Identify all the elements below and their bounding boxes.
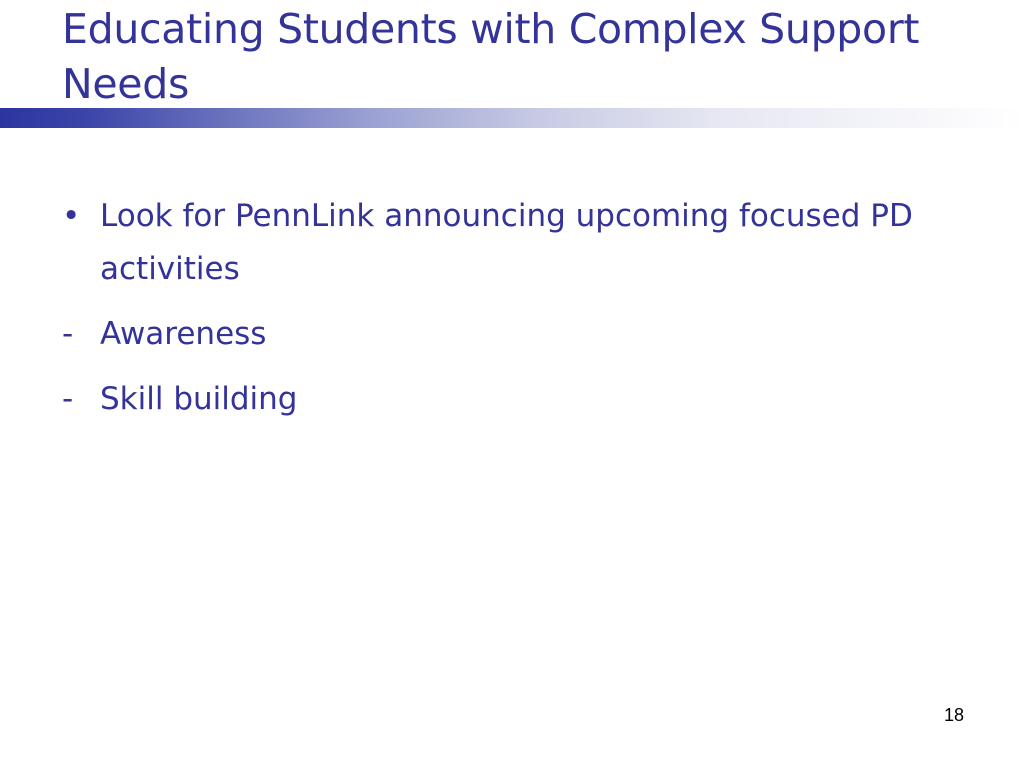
list-item	[62, 308, 942, 361]
list-item-text: Look for PennLink announcing upcoming focused PD activities	[100, 198, 913, 287]
list-item-text: Skill building	[100, 381, 298, 417]
bullet-marker: •	[62, 198, 81, 234]
list-item-text: Awareness	[100, 316, 267, 352]
list-item	[62, 373, 942, 426]
dash-marker: -	[62, 316, 74, 352]
page-number: 18	[943, 705, 964, 725]
slide-title: Educating Students with Complex Support Needs	[62, 5, 920, 108]
slide-content	[62, 190, 942, 438]
list-item	[62, 190, 942, 296]
dash-marker: -	[62, 381, 74, 417]
